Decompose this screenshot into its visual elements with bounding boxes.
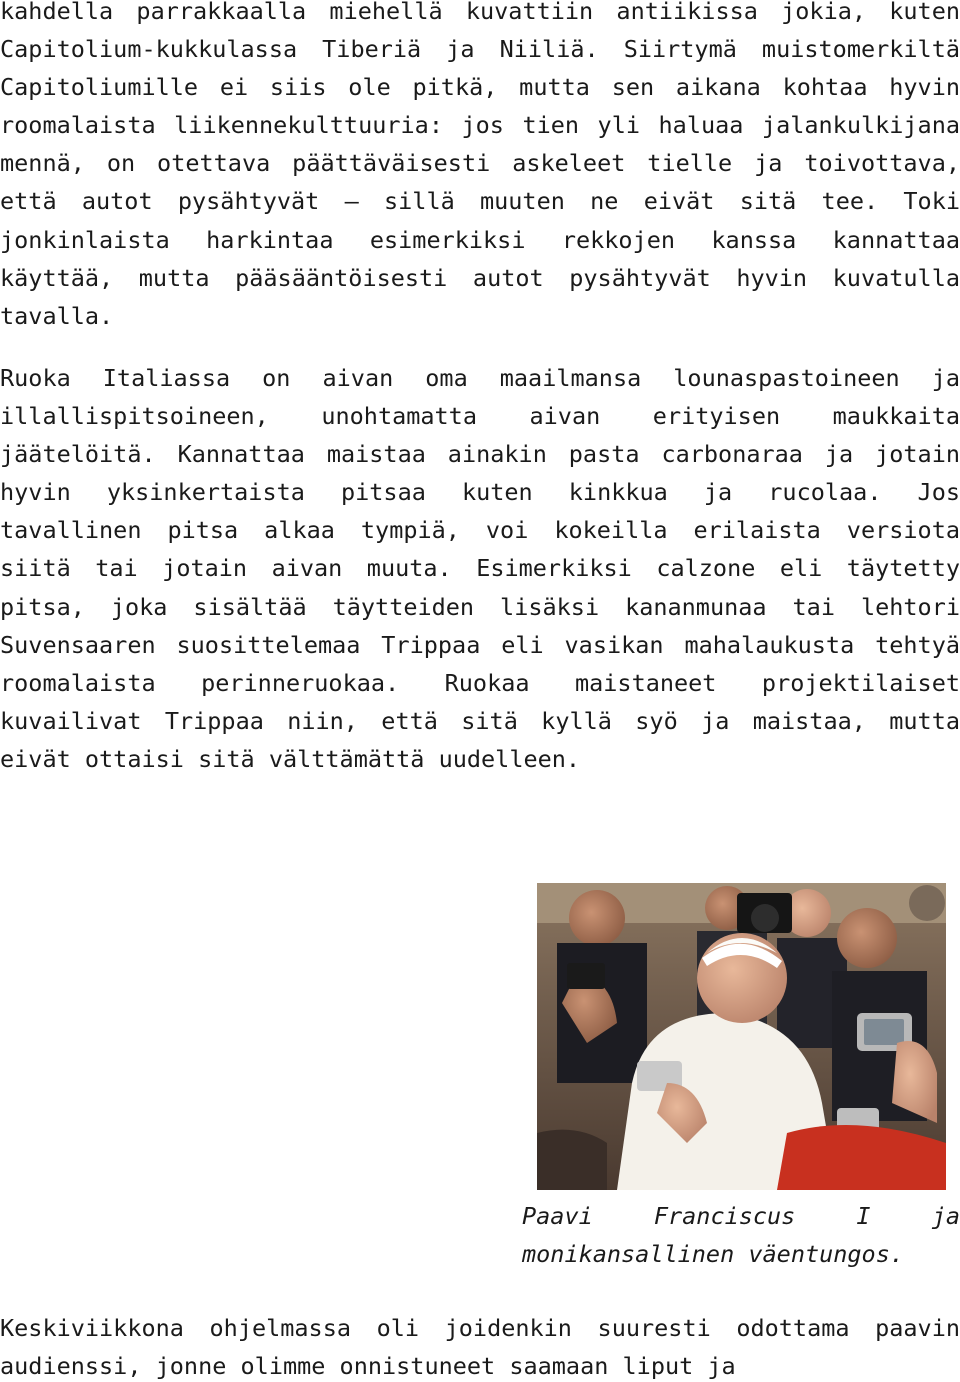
photo-caption: Paavi Franciscus I ja monikansallinen väentungos. (522, 1202, 960, 1268)
pope-crowd-photo (537, 883, 946, 1190)
paragraph-food: Ruoka Italiassa on aivan oma maailmansa lounaspastoineen ja illallispitsoineen, unohtamatta aivan erityisen maukkaita jäätelöitä. Kannattaa maistaa ainakin pasta carbonaraa ja jotain hyvin yksinkertaista pitsaa kuten kinkkua ja rucolaa. Jos tavallinen pitsa alkaa tympiä, voi kokeilla erilaista versiota siitä tai jotain aivan muuta. Esimerkiksi calzone eli täytetty pitsa, joka sisältää täytteiden lisäksi kananmunaa tai lehtori Suvensaaren suosittelemaa Trippaa eli vasikan mahalaukusta tehtyä roomalaista perinneruokaa. Ruokaa maistaneet projektilaiset kuvailivat Trippaa niin, että sitä kyllä syö ja maistaa, mutta eivät ottaisi sitä välttämättä uudelleen. (0, 364, 960, 773)
paragraph-audience: Keskiviikkona ohjelmassa oli joidenkin suuresti odottama paavin audienssi, jonne olimme onnistuneet saamaan liput ja (0, 1314, 960, 1381)
paragraph-traffic: kahdella parrakkaalla miehellä kuvattiin antiikissa jokia, kuten Capitolium-kukkulassa Tiberiä ja Niiliä. Siirtymä muistomerkiltä Capitoliumille ei siis ole pitkä, mutta sen aikana kohtaa hyvin roomalaista liikennekulttuuria: jos tien yli haluaa jalankulkijana mennä, on otettava päättäväisesti askeleet tielle ja toivottava, että autot pysähtyvät – sillä muuten ne eivät sitä tee. Toki jonkinlaista harkintaa esimerkiksi rekkojen kanssa kannattaa käyttää, mutta pääsääntöisesti autot pysähtyvät hyvin kuvatulla tavalla. (0, 0, 960, 330)
